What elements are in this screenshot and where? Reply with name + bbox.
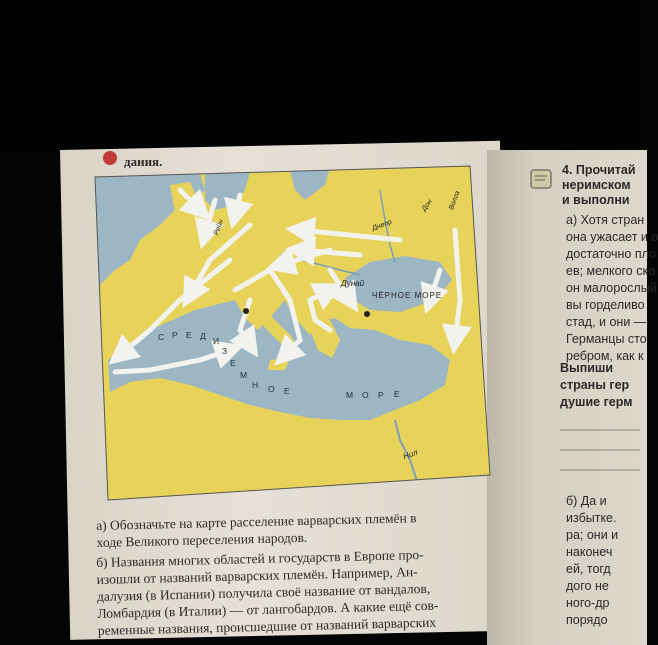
med-label-letter: Р	[172, 330, 178, 340]
med-label-letter: Д	[200, 331, 206, 341]
danube-label: Дунай	[341, 279, 365, 288]
task-a-text: а) Обозначьте на карте расселение варварских племён в ходе Великого переселения народов.	[96, 510, 417, 550]
dnieper-label: Днепр	[371, 218, 394, 233]
scroll-icon	[526, 164, 556, 194]
right-task-text: Выпиши страны гер душие герм	[560, 361, 633, 409]
med-label-letter: Е	[284, 386, 290, 396]
med-label-letter: Н	[252, 380, 259, 390]
page-caption: дания.	[124, 154, 163, 169]
nile-label: Нил	[401, 447, 419, 462]
med-label-letter: Р	[378, 390, 384, 400]
map-body	[80, 150, 510, 510]
med-label-letter: М	[346, 390, 354, 400]
don-label: Дон	[420, 198, 434, 213]
med-label-letter: Е	[186, 330, 192, 340]
right-text-a: а) Хотя стран она ужасает и о достаточно пло ев; мелкого ско он малорослый вы горделиво стад, и они — Германцы сто ребром, как к	[566, 213, 658, 363]
task-b-text: б) Названия многих областей и государств в Европе про- изошли от названий варварских племён. Например, Ан- далузия (в Испании) получила своё название от вандалов, Ломбардия (в Италии) — от лангобардов. А какие ещё сов- ременные названия, происшедшие от названий варварских	[96, 546, 439, 638]
black-sea-label: ЧЁРНОЕ МОРЕ	[372, 291, 443, 300]
right-text-b: б) Да и избытке. ра; они и наконеч ей, тогд дого не ного-др порядо	[566, 494, 619, 627]
med-label-letter: Е	[230, 358, 236, 368]
right-heading: 4. Прочитай неримском и выполни	[562, 163, 636, 207]
med-label-letter: С	[158, 332, 165, 342]
med-label-letter: З	[222, 346, 228, 356]
med-label-letter: И	[213, 336, 220, 346]
volga-label: Волга	[448, 190, 462, 211]
med-label-letter: О	[268, 384, 275, 394]
task-marker-icon	[100, 150, 120, 166]
answer-lines	[560, 420, 640, 490]
med-label-letter: О	[362, 390, 369, 400]
constantinople-marker	[364, 311, 370, 317]
med-label-letter: Е	[394, 389, 400, 399]
rome-marker	[243, 308, 249, 314]
med-label-letter: М	[240, 370, 248, 380]
rhine-label: Рейн	[213, 218, 226, 237]
